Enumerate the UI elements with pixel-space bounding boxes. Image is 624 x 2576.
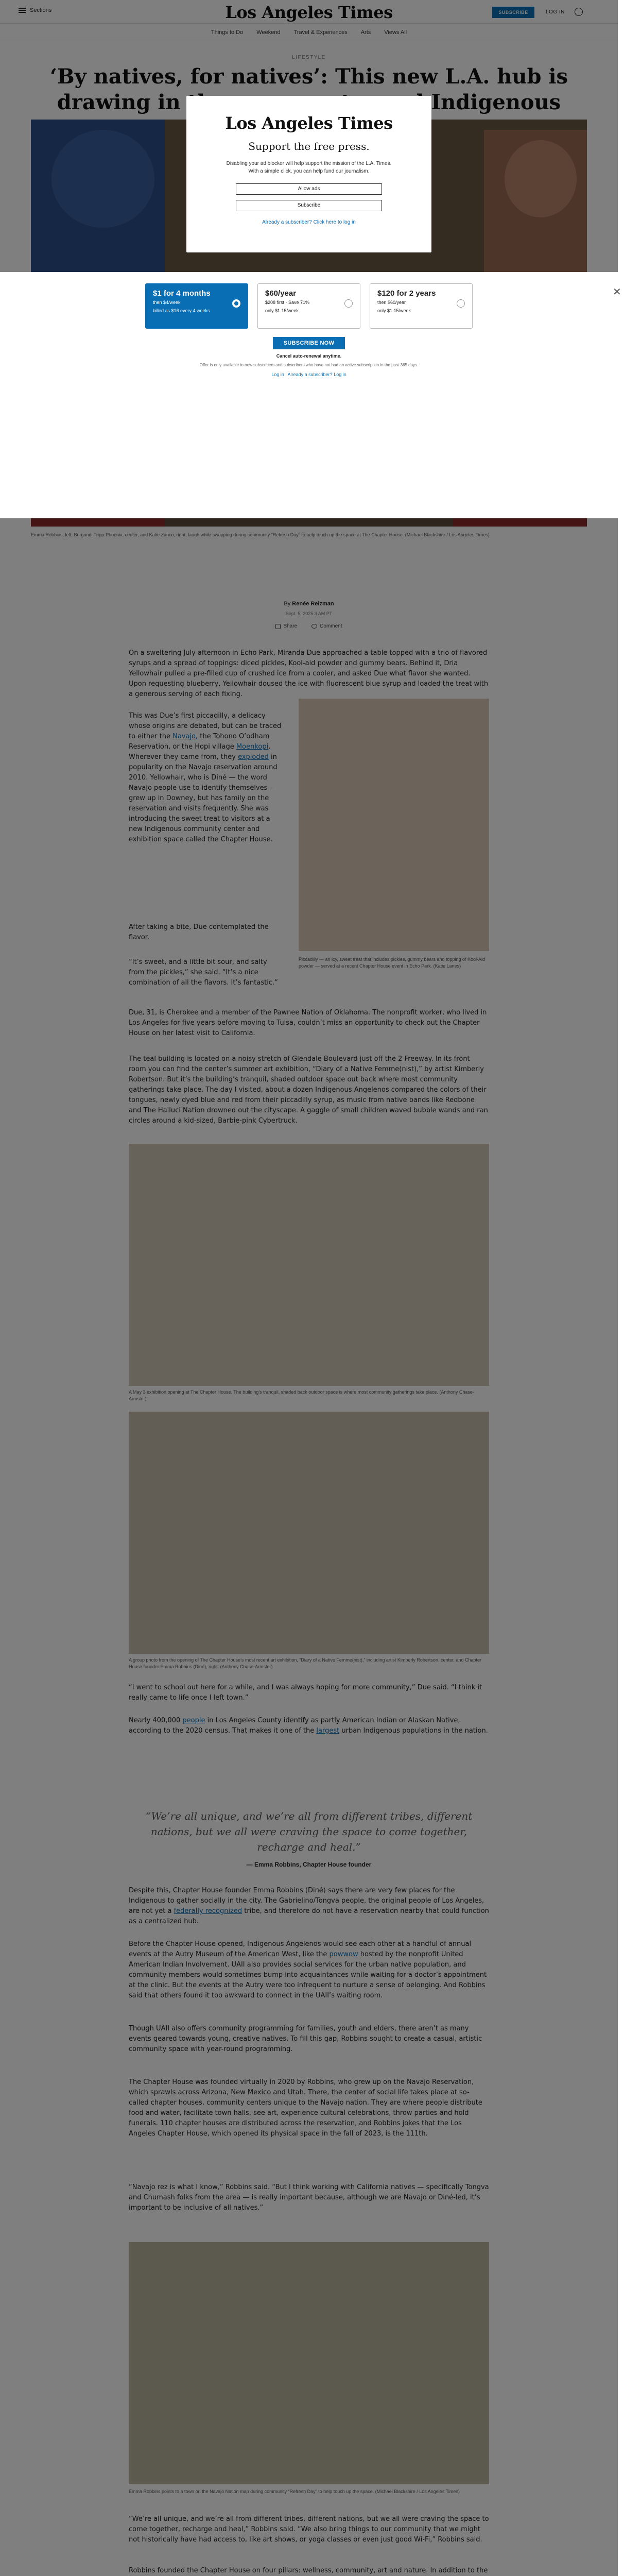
plan-option-2-years[interactable]: [370, 283, 473, 329]
adblock-subscribe-button[interactable]: Subscribe: [236, 200, 382, 211]
plan-detail: then $60/year: [377, 300, 406, 305]
adblock-message: Disabling your ad blocker will help support the mission of the L.A. Times. With a simple click, you can help fund our journalism.: [226, 161, 392, 174]
plan-options: [0, 283, 618, 329]
close-icon[interactable]: ✕: [613, 286, 621, 298]
plan-option-4-months[interactable]: [145, 283, 248, 329]
offer-fine-print: Offer is only available to new subscribers and subscribers who have not had an active subscription in the past 365 days.: [199, 363, 419, 367]
adblock-logo: Los Angeles Times: [225, 113, 393, 133]
adblock-modal: [186, 96, 431, 252]
plan-name: $120 for 2 years: [377, 289, 436, 298]
subscription-offer-panel: [0, 272, 621, 518]
adblock-login-link[interactable]: Already a subscriber? Click here to log in: [262, 219, 356, 225]
plan-name: $1 for 4 months: [153, 289, 211, 298]
plan-radio[interactable]: [344, 299, 353, 308]
plan-radio[interactable]: [232, 299, 240, 308]
adblock-title: Support the free press.: [248, 140, 370, 152]
offer-login-link[interactable]: Log in | Already a subscriber? Log in: [271, 372, 346, 377]
plan-name: $60/year: [265, 289, 297, 298]
plan-detail: only $1.15/week: [265, 308, 299, 313]
plan-detail: billed as $16 every 4 weeks: [153, 308, 210, 313]
allow-ads-button[interactable]: Allow ads: [236, 183, 382, 195]
plan-radio[interactable]: [457, 299, 465, 308]
plan-detail: then $4/week: [153, 300, 181, 305]
plan-detail: $208 first · Save 71%: [265, 300, 310, 305]
subscribe-now-button[interactable]: SUBSCRIBE NOW: [273, 337, 345, 349]
plan-option-1-year[interactable]: [257, 283, 360, 329]
plan-detail: only $1.15/week: [377, 308, 411, 313]
cancel-note: Cancel auto-renewal anytime.: [276, 353, 342, 359]
